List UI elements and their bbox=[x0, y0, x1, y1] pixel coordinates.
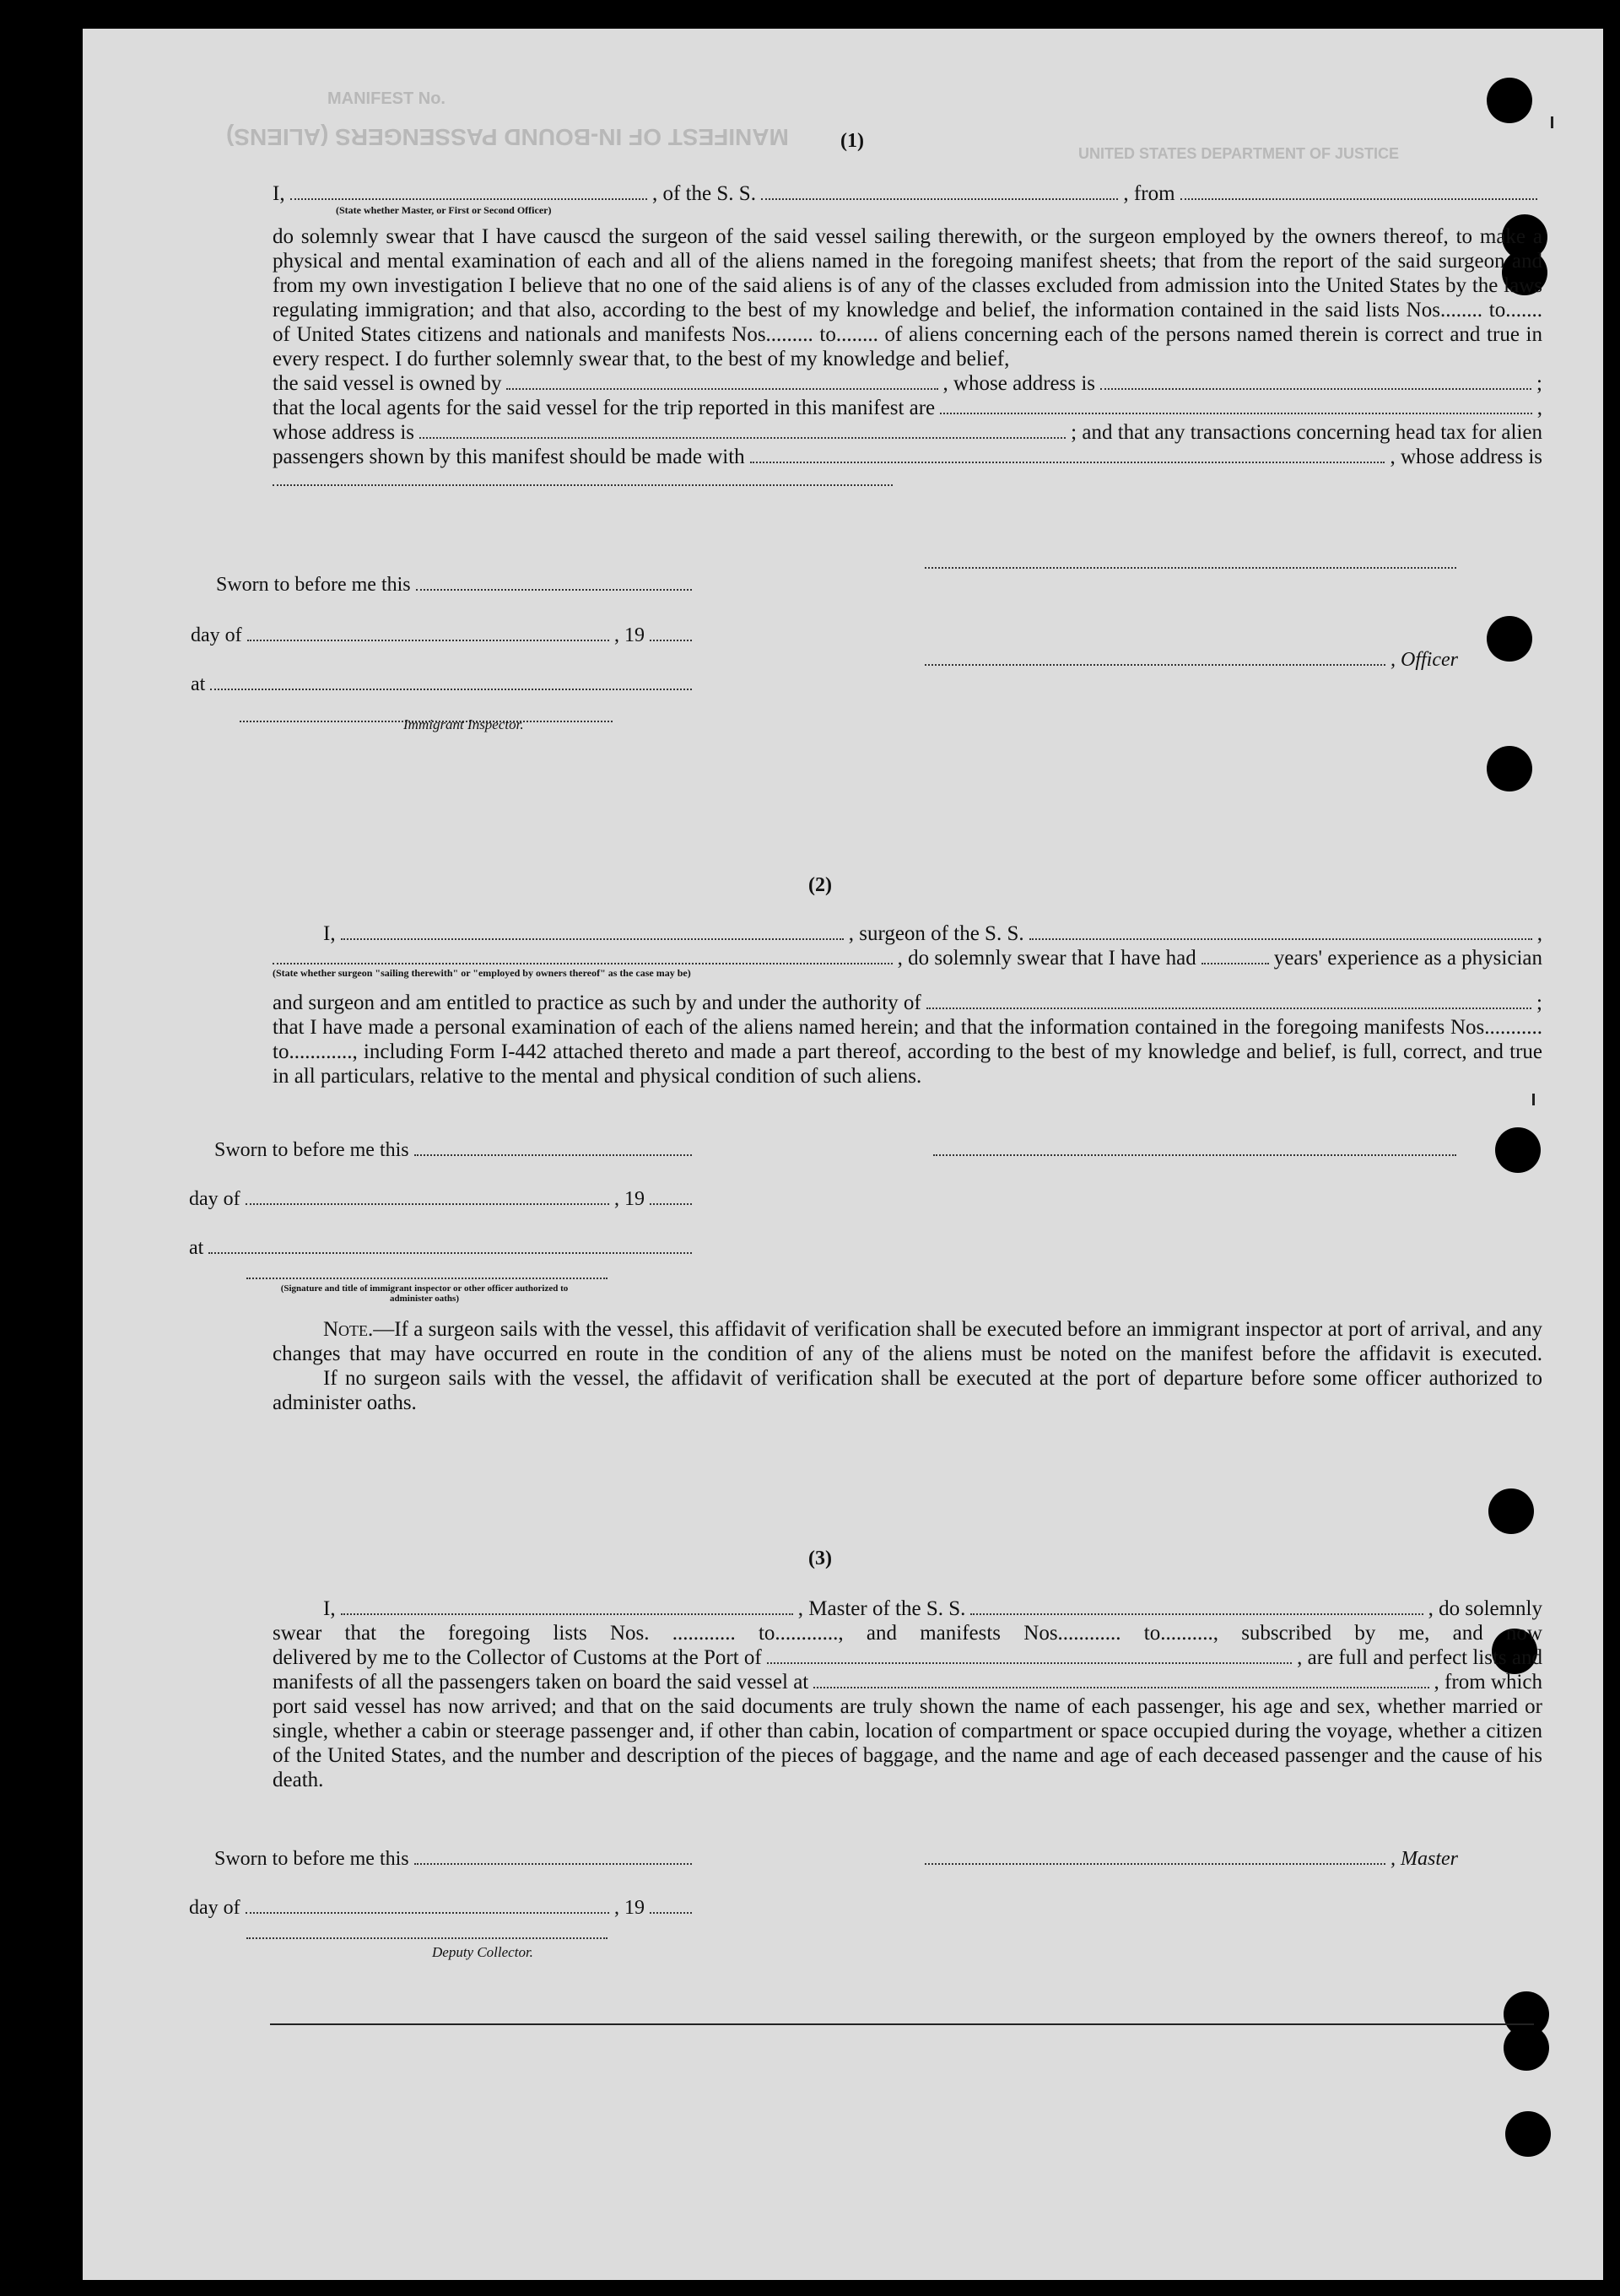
s2-i-label: I, bbox=[323, 922, 336, 945]
from-label: , from bbox=[1123, 182, 1175, 205]
s3-sworn-day-field[interactable] bbox=[414, 1848, 692, 1865]
s1-year-field[interactable] bbox=[650, 624, 692, 641]
s1-year-label: , 19 bbox=[614, 624, 645, 646]
s3-day-label: day of bbox=[189, 1897, 240, 1919]
officer-caption: , Officer bbox=[1390, 649, 1458, 671]
owner-address-field[interactable] bbox=[1100, 373, 1531, 390]
s1-officer-signature-field[interactable] bbox=[925, 649, 1385, 666]
section2-body: and surgeon and am entitled to practice as such by and under the authority of ; that I have made a personal examination of each of the aliens named herein; and that the information contained in the foregoing manifests Nos........... to............, including Form I-442 attached thereto and made a part thereof, according to the best of my knowledge and belief, is full, correct, and true in all particulars, relative to the mental and physical condition of such aliens. bbox=[273, 991, 1542, 1088]
s2-day-label: day of bbox=[189, 1188, 240, 1210]
s1-place-field[interactable] bbox=[210, 673, 692, 690]
s2-sworn-day-field[interactable] bbox=[414, 1139, 692, 1156]
years-label: years' experience as a physician bbox=[1273, 947, 1542, 970]
section1-paragraph-a: do solemnly swear that I have causcd the surgeon of the said vessel sailing therewith, or the surgeon employed by the owners thereof, to make a physical and mental examination of each and all of the aliens named in the foregoing manifest sheets; that from the report of the said surgeon and from my own investigation I believe that no one of the said aliens is of any of the classes excluded from admission into the United States by the laws regulating immigration; and that also, according to the best of my knowledge and belief, the information contained in the said lists Nos........ to....... bbox=[273, 225, 1542, 321]
section1-paragraph-b: of United States citizens and nationals and manifests Nos......... to........ of aliens concerning each of the persons named therein is correct and true in every respect. I do further solemnly swear that, to the best of my knowledge and belief, bbox=[273, 323, 1542, 370]
s2-sworn-row bbox=[214, 1139, 697, 1162]
s2-at-label: at bbox=[189, 1237, 204, 1259]
officer-rank-note: (State whether Master, or First or Second Officer) bbox=[336, 204, 552, 216]
customs-port-field[interactable] bbox=[767, 1647, 1292, 1664]
head-tax-contact-field[interactable] bbox=[750, 446, 1385, 463]
s1-day-label: day of bbox=[191, 624, 242, 646]
s2-inspector-line[interactable] bbox=[246, 1278, 608, 1279]
s3-sworn-row bbox=[214, 1848, 697, 1871]
s2-month-field[interactable] bbox=[246, 1188, 609, 1205]
s3-sworn-label: Sworn to before me this bbox=[214, 1848, 409, 1870]
ghost-title: MANIFEST OF IN-BOUND PASSENGERS (ALIENS) bbox=[226, 124, 789, 150]
master-of-label: , Master of the S. S. bbox=[797, 1597, 966, 1620]
contact-address-field[interactable] bbox=[273, 469, 893, 486]
punch-hole bbox=[1495, 1127, 1541, 1173]
ghost-manifest-no: MANIFEST No. bbox=[327, 89, 446, 108]
s3-ship-field[interactable] bbox=[970, 1598, 1423, 1615]
s1-officer-row bbox=[925, 649, 1458, 672]
inspector-caption: Immigrant Inspector. bbox=[403, 716, 524, 732]
section2-paragraph: that I have made a personal examination of each of the aliens named herein; and that the information contained in the foregoing manifests Nos........... to............, including Form I-442 attached thereto and made a part thereof, according to the best of my knowledge and belief, is full, correct, and true in all particulars, relative to the mental and physical condition of such aliens. bbox=[273, 1016, 1542, 1088]
passengers-label: passengers shown by this manifest should be made with bbox=[273, 446, 745, 468]
from-which-label: , from which bbox=[1434, 1671, 1542, 1694]
surgeon-name-field[interactable] bbox=[341, 923, 844, 940]
s2-signature-line[interactable] bbox=[933, 1154, 1456, 1156]
s2-day-row bbox=[189, 1188, 697, 1211]
of-ss-label: , of the S. S. bbox=[652, 182, 756, 205]
full-lists-label: , are full and perfect lists and bbox=[1297, 1646, 1542, 1669]
s2-sworn-label: Sworn to before me this bbox=[214, 1139, 409, 1161]
section3-paragraph: port said vessel has now arrived; and that on the said documents are truly shown the name of each passenger, his age and sex, whether married or single, whether a cabin or steerage passenger and, if other than cabin, location of compartment or space occupied during the voyage, whether a citizen of the United States, and the number and description of the pieces of baggage, and the name and age of each deceased passenger and the cause of his death. bbox=[273, 1695, 1542, 1791]
s3-i-label: I, bbox=[323, 1597, 336, 1620]
bottom-rule bbox=[270, 2023, 1534, 2025]
owned-by-label: the said vessel is owned by bbox=[273, 372, 502, 395]
collector-caption: Deputy Collector. bbox=[432, 1944, 533, 1960]
local-agents-field[interactable] bbox=[940, 397, 1532, 414]
punch-hole bbox=[1487, 616, 1532, 662]
section2-opening: I, , surgeon of the S. S. , , do solemnly swear that I have had years' experience as a physician bbox=[273, 921, 1542, 970]
collector-line[interactable] bbox=[246, 1937, 608, 1939]
note-second-paragraph: If no surgeon sails with the vessel, the affidavit of verification shall be executed at the port of departure before some officer authorized to administer oaths. bbox=[273, 1367, 1542, 1414]
authority-label: and surgeon and am entitled to practice as such by and under the authority of bbox=[273, 991, 921, 1014]
punch-hole bbox=[1505, 2111, 1551, 2157]
section1-body: do solemnly swear that I have causcd the surgeon of the said vessel sailing therewith, or the surgeon employed by the owners thereof, to make a physical and mental examination of each and all of the aliens named in the foregoing manifest sheets; that from the report of the said surgeon and from my own investigation I believe that no one of the said aliens is of any of the classes excluded from admission into the United States by the laws regulating immigration; and that also, according to the best of my knowledge and belief, the information contained in the said lists Nos........ to....... of United States citizens and nationals and manifests Nos......... to........ of aliens concerning each of the persons named therein is correct and true in every respect. I do further solemnly swear that, to the best of my knowledge and belief, the said vessel is owned by , whose address is ; that the local agents for the said vessel for the trip reported in this manifest are , whose address is ; and that any transactions concerning head tax for alien passengers shown by this manifest should be made with , whose address is bbox=[273, 224, 1542, 486]
s2-signature-caption: (Signature and title of immigrant inspector or other officer authorized to administer oaths) bbox=[280, 1283, 569, 1304]
ink-mark bbox=[1551, 116, 1553, 128]
s1-signature-line[interactable] bbox=[925, 567, 1456, 569]
contact-address-label: , whose address is bbox=[1390, 446, 1542, 468]
ship-name-field[interactable] bbox=[761, 183, 1118, 200]
owner-field[interactable] bbox=[506, 373, 937, 390]
manifests-of-label: manifests of all the passengers taken on board the said vessel at bbox=[273, 1671, 809, 1694]
agent-address-field[interactable] bbox=[419, 422, 1066, 439]
s3-year-label: , 19 bbox=[614, 1897, 645, 1919]
s1-sworn-row bbox=[216, 574, 697, 597]
document-page bbox=[83, 29, 1603, 2280]
ghost-dept: UNITED STATES DEPARTMENT OF JUSTICE bbox=[1078, 145, 1400, 162]
note-label: Note. bbox=[323, 1318, 374, 1341]
section3-heading: (3) bbox=[808, 1548, 832, 1569]
section2-note bbox=[273, 1317, 1542, 1415]
s2-place-field[interactable] bbox=[208, 1237, 692, 1254]
punch-hole bbox=[1487, 78, 1532, 123]
head-tax-label: ; and that any transactions concerning head tax for alien bbox=[1071, 421, 1542, 444]
authority-field[interactable] bbox=[926, 992, 1531, 1009]
punch-hole bbox=[1488, 1488, 1534, 1534]
punch-hole bbox=[1504, 2025, 1549, 2071]
s1-at-label: at bbox=[191, 673, 206, 695]
punch-hole bbox=[1487, 746, 1532, 791]
agent-address-label: whose address is bbox=[273, 421, 415, 444]
s1-sworn-label: Sworn to before me this bbox=[216, 574, 411, 596]
note-text: —If a surgeon sails with the vessel, this affidavit of verification shall be executed before an immigrant inspector at port of arrival, and any changes that may have occurred en route in the condition of any of the aliens must be noted on the manifest before the affidavit is executed. bbox=[273, 1318, 1542, 1365]
s3-do-solemnly-label: , do solemnly bbox=[1428, 1597, 1543, 1620]
s3-master-row bbox=[925, 1848, 1458, 1871]
s3-year-field[interactable] bbox=[650, 1897, 692, 1914]
boarding-port-field[interactable] bbox=[813, 1672, 1428, 1688]
local-agents-label: that the local agents for the said vessel for the trip reported in this manifest are bbox=[273, 397, 936, 419]
surgeon-status-field[interactable] bbox=[273, 948, 893, 964]
master-name-field[interactable] bbox=[341, 1598, 793, 1615]
surgeon-of-label: , surgeon of the S. S. bbox=[848, 922, 1024, 945]
section3-body bbox=[273, 1596, 1542, 1792]
s1-at-row bbox=[191, 673, 697, 696]
do-solemnly-label: , do solemnly swear that I have had bbox=[897, 947, 1196, 970]
s3-month-field[interactable] bbox=[246, 1897, 609, 1914]
section2-heading: (2) bbox=[808, 874, 832, 896]
s3-day-row bbox=[189, 1897, 697, 1920]
s1-month-field[interactable] bbox=[247, 624, 609, 641]
from-port-field[interactable] bbox=[1180, 183, 1537, 200]
master-caption: , Master bbox=[1390, 1848, 1458, 1870]
ink-mark bbox=[1532, 1094, 1535, 1105]
surgeon-status-note: (State whether surgeon "sailing therewith" or "employed by owners thereof" as the case may be) bbox=[273, 967, 691, 979]
whose-address-label: , whose address is bbox=[942, 372, 1096, 395]
s2-at-row bbox=[189, 1237, 697, 1260]
officer-name-field[interactable] bbox=[290, 183, 647, 200]
s1-day-row bbox=[191, 624, 697, 647]
s1-sworn-day-field[interactable] bbox=[416, 574, 692, 591]
section1-heading: (1) bbox=[840, 130, 864, 152]
master-signature-field[interactable] bbox=[925, 1848, 1385, 1865]
s2-ship-field[interactable] bbox=[1029, 923, 1532, 940]
years-field[interactable] bbox=[1202, 948, 1269, 964]
s2-year-label: , 19 bbox=[614, 1188, 645, 1210]
s2-year-field[interactable] bbox=[650, 1188, 692, 1205]
section1-opening bbox=[273, 181, 1542, 206]
delivered-label: delivered by me to the Collector of Customs at the Port of bbox=[273, 1646, 762, 1669]
i-label: I, bbox=[273, 182, 285, 205]
section3-lists-line: swear that the foregoing lists Nos. ............ to............, and manifests Nos............ to.........., subscribed by me, and now bbox=[273, 1622, 1542, 1645]
